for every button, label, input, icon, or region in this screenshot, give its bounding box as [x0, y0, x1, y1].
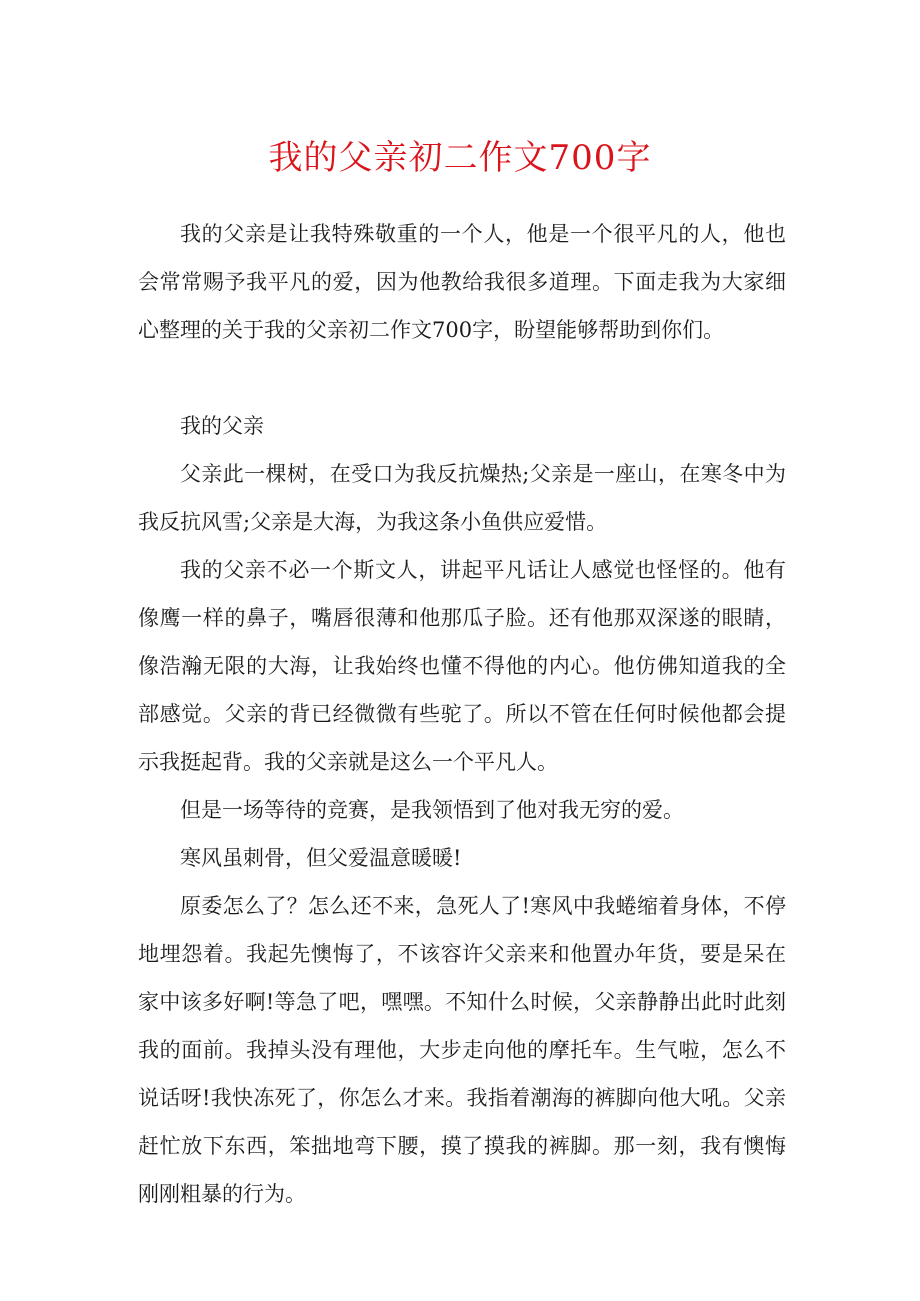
essay-paragraph: 我的父亲不必一个斯文人，讲起平凡话让人感觉也怪怪的。他有像鹰一样的鼻子，嘴唇很薄和他那瓜子脸。还有他那双深遂的眼睛，像浩瀚无限的大海，让我始终也懂不得他的内心。他仿佛知道我的全部感觉。父亲的背已经微微有些驼了。所以不管在任何时候他都会提示我挺起背。我的父亲就是这么一个平凡人。	[138, 558, 786, 774]
document-title: 我的父亲初二作文700字	[268, 138, 652, 178]
essay-heading: 我的父亲	[180, 414, 264, 438]
essay-paragraph: 寒风虽刺骨，但父爱温意暖暖!	[180, 846, 462, 870]
essay-paragraph: 但是一场等待的竞赛，是我领悟到了他对我无穷的爱。	[180, 798, 684, 822]
document-body	[138, 210, 786, 1218]
essay-paragraph: 原委怎么了？怎么还不来，急死人了!寒风中我蜷缩着身体，不停地埋怨着。我起先懊悔了，不该容许父亲来和他置办年货，要是呆在家中该多好啊!等急了吧，嘿嘿。不知什么时候，父亲静静出此时此刻我的面前。我掉头没有理他，大步走向他的摩托车。生气啦，怎么不说话呀!我快冻死了，你怎么才来。我指着潮海的裤脚向他大吼。父亲赶忙放下东西，笨拙地弯下腰，摸了摸我的裤脚。那一刻，我有懊悔刚刚粗暴的行为。	[138, 894, 786, 1206]
essay-paragraph: 父亲此一棵树，在受口为我反抗燥热;父亲是一座山，在寒冬中为我反抗风雪;父亲是大海，为我这条小鱼供应爱惜。	[138, 462, 786, 534]
intro-paragraph: 我的父亲是让我特殊敬重的一个人，他是一个很平凡的人，他也会常常赐予我平凡的爱，因为他教给我很多道理。下面走我为大家细心整理的关于我的父亲初二作文700字，盼望能够帮助到你们。	[138, 222, 786, 342]
paragraph-spacer	[138, 354, 786, 402]
